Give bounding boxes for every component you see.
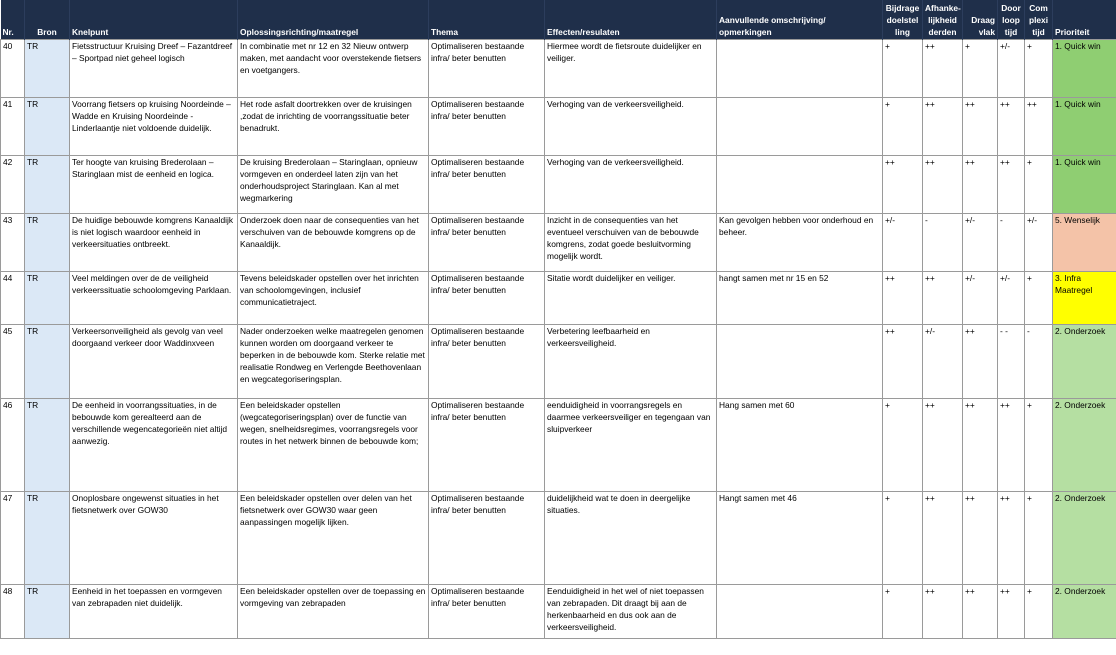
header-prioriteit: Prioriteit <box>1053 0 1116 40</box>
cell-bijdrage: + <box>883 40 923 98</box>
header-afhankelijkheid: Afhanke-lijkheid derden <box>923 0 963 40</box>
cell-effecten: Hiermee wordt de fietsroute duidelijker en veiliger. <box>545 40 717 98</box>
cell-complexiteit: + <box>1025 272 1053 325</box>
cell-doorlooptijd: ++ <box>998 399 1025 492</box>
cell-thema: Optimaliseren bestaande infra/ beter benutten <box>429 214 545 272</box>
cell-afhankelijkheid: ++ <box>923 492 963 585</box>
cell-afhankelijkheid: ++ <box>923 156 963 214</box>
cell-prioriteit: 2. Onderzoek <box>1053 399 1116 492</box>
cell-afhankelijkheid: ++ <box>923 399 963 492</box>
cell-bron: TR <box>25 325 70 399</box>
header-knelpunt: Knelpunt <box>70 0 238 40</box>
cell-nr: 45 <box>1 325 25 399</box>
cell-bron: TR <box>25 492 70 585</box>
cell-bijdrage: ++ <box>883 156 923 214</box>
cell-prioriteit: 1. Quick win <box>1053 98 1116 156</box>
cell-bijdrage: ++ <box>883 325 923 399</box>
cell-doorlooptijd: +/- <box>998 40 1025 98</box>
header-complexiteit: Com plexi tijd <box>1025 0 1053 40</box>
cell-complexiteit: + <box>1025 40 1053 98</box>
header-thema: Thema <box>429 0 545 40</box>
cell-effecten: Inzicht in de consequenties van het eventueel verschuiven van de bebouwde komgrens, zodat goede besluitvorming mogelijk wordt. <box>545 214 717 272</box>
cell-bijdrage: +/- <box>883 214 923 272</box>
cell-draagvlak: +/- <box>963 214 998 272</box>
cell-draagvlak: ++ <box>963 98 998 156</box>
cell-bron: TR <box>25 399 70 492</box>
header-nr: Nr. <box>1 0 25 40</box>
cell-complexiteit: + <box>1025 156 1053 214</box>
cell-oplossing: Een beleidskader opstellen over delen van het fietsnetwerk over GOW30 waar geen aanpassingen mogelijk lijken. <box>238 492 429 585</box>
cell-bijdrage: + <box>883 399 923 492</box>
cell-effecten: duidelijkheid wat te doen in deergelijke situaties. <box>545 492 717 585</box>
cell-complexiteit: ++ <box>1025 98 1053 156</box>
header-effecten: Effecten/resulaten <box>545 0 717 40</box>
header-doorlooptijd: Door loop tijd <box>998 0 1025 40</box>
cell-nr: 43 <box>1 214 25 272</box>
header-aanvullend: Aanvullende omschrijving/ opmerkingen <box>717 0 883 40</box>
cell-aanvullend: hangt samen met nr 15 en 52 <box>717 272 883 325</box>
cell-bron: TR <box>25 272 70 325</box>
table-row <box>1 399 1116 492</box>
cell-draagvlak: ++ <box>963 585 998 639</box>
cell-thema: Optimaliseren bestaande infra/ beter benutten <box>429 40 545 98</box>
cell-knelpunt: Veel meldingen over de de veiligheid verkeerssituatie schoolomgeving Parklaan. <box>70 272 238 325</box>
cell-effecten: Verhoging van de verkeersveiligheid. <box>545 98 717 156</box>
table-row <box>1 156 1116 214</box>
cell-doorlooptijd: +/- <box>998 272 1025 325</box>
cell-bijdrage: + <box>883 492 923 585</box>
cell-aanvullend <box>717 325 883 399</box>
cell-aanvullend: Hang samen met 60 <box>717 399 883 492</box>
header-row <box>1 0 1116 40</box>
cell-draagvlak: +/- <box>963 272 998 325</box>
table-row <box>1 98 1116 156</box>
cell-aanvullend <box>717 156 883 214</box>
cell-doorlooptijd: ++ <box>998 492 1025 585</box>
cell-complexiteit: + <box>1025 492 1053 585</box>
cell-knelpunt: Voorrang fietsers op kruising Noordeinde – Wadde en Kruising Noordeinde - Linderlaantje niet voldoende duidelijk. <box>70 98 238 156</box>
table-row <box>1 325 1116 399</box>
cell-oplossing: Tevens beleidskader opstellen over het inrichten van schoolomgevingen, inclusief communicatietraject. <box>238 272 429 325</box>
table-row <box>1 585 1116 639</box>
cell-draagvlak: ++ <box>963 325 998 399</box>
cell-complexiteit: +/- <box>1025 214 1053 272</box>
cell-bijdrage: + <box>883 585 923 639</box>
cell-afhankelijkheid: ++ <box>923 98 963 156</box>
cell-aanvullend <box>717 585 883 639</box>
table-row <box>1 40 1116 98</box>
cell-oplossing: Nader onderzoeken welke maatregelen genomen kunnen worden om doorgaand verkeer te beperken in de bebouwde kom. Sterke relatie met realisatie Rondweg en Verlengde Beethovenlaan en wegcategoriseringsplan. <box>238 325 429 399</box>
cell-oplossing: Een beleidskader opstellen (wegcategoriseringsplan) over de functie van wegen, snelheidsregimes, voorrangsregels voor routes in het netwerk binnen de bebouwde kom; <box>238 399 429 492</box>
cell-oplossing: Onderzoek doen naar de consequenties van het verschuiven van de bebouwde komgrens op de Kanaaldijk. <box>238 214 429 272</box>
cell-complexiteit: - <box>1025 325 1053 399</box>
cell-thema: Optimaliseren bestaande infra/ beter benutten <box>429 98 545 156</box>
cell-knelpunt: Fietsstructuur Kruising Dreef – Fazantdreef – Sportpad niet geheel logisch <box>70 40 238 98</box>
cell-thema: Optimaliseren bestaande infra/ beter benutten <box>429 399 545 492</box>
cell-bron: TR <box>25 585 70 639</box>
table-row <box>1 214 1116 272</box>
table-row <box>1 492 1116 585</box>
cell-effecten: Verbetering leefbaarheid en verkeersveiligheid. <box>545 325 717 399</box>
cell-nr: 47 <box>1 492 25 585</box>
cell-afhankelijkheid: ++ <box>923 585 963 639</box>
cell-aanvullend <box>717 40 883 98</box>
cell-thema: Optimaliseren bestaande infra/ beter benutten <box>429 492 545 585</box>
cell-doorlooptijd: - <box>998 214 1025 272</box>
cell-bron: TR <box>25 98 70 156</box>
cell-afhankelijkheid: ++ <box>923 272 963 325</box>
cell-afhankelijkheid: ++ <box>923 40 963 98</box>
cell-prioriteit: 3. Infra Maatregel <box>1053 272 1116 325</box>
cell-nr: 44 <box>1 272 25 325</box>
cell-bron: TR <box>25 214 70 272</box>
header-bron: Bron <box>25 0 70 40</box>
cell-knelpunt: De eenheid in voorrangssituaties, in de bebouwde kom gerealteerd aan de verschillende wegencategorieën niet altijd aanwezig. <box>70 399 238 492</box>
cell-prioriteit: 2. Onderzoek <box>1053 492 1116 585</box>
cell-knelpunt: Verkeersonveiligheid als gevolg van veel doorgaand verkeer door Waddinxveen <box>70 325 238 399</box>
cell-thema: Optimaliseren bestaande infra/ beter benutten <box>429 272 545 325</box>
cell-bijdrage: + <box>883 98 923 156</box>
cell-oplossing: Een beleidskader opstellen over de toepassing en vormgeving van zebrapaden <box>238 585 429 639</box>
cell-nr: 40 <box>1 40 25 98</box>
cell-afhankelijkheid: +/- <box>923 325 963 399</box>
cell-effecten: Eenduidigheid in het wel of niet toepassen van zebrapaden. Dit draagt bij aan de herkenbaarheid en dus ook aan de verkeersveiligheid. <box>545 585 717 639</box>
cell-effecten: Verhoging van de verkeersveiligheid. <box>545 156 717 214</box>
cell-draagvlak: + <box>963 40 998 98</box>
cell-nr: 48 <box>1 585 25 639</box>
cell-draagvlak: ++ <box>963 492 998 585</box>
cell-doorlooptijd: ++ <box>998 156 1025 214</box>
header-draagvlak: Draag vlak <box>963 0 998 40</box>
cell-bron: TR <box>25 40 70 98</box>
cell-effecten: Sitatie wordt duidelijker en veiliger. <box>545 272 717 325</box>
cell-effecten: eenduidigheid in voorrangsregels en daarmee verkeersveiliger en tegengaan van sluipverkeer <box>545 399 717 492</box>
cell-doorlooptijd: - - <box>998 325 1025 399</box>
cell-draagvlak: ++ <box>963 156 998 214</box>
header-bijdrage: Bijdrage doelstel ling <box>883 0 923 40</box>
cell-nr: 46 <box>1 399 25 492</box>
cell-aanvullend <box>717 98 883 156</box>
cell-prioriteit: 1. Quick win <box>1053 40 1116 98</box>
cell-oplossing: Het rode asfalt doortrekken over de kruisingen ,zodat de inrichting de voorrangssituatie beter benadrukt. <box>238 98 429 156</box>
cell-knelpunt: Ter hoogte van kruising Brederolaan – Staringlaan mist de eenheid en logica. <box>70 156 238 214</box>
cell-knelpunt: Onoplosbare ongewenst situaties in het fietsnetwerk over GOW30 <box>70 492 238 585</box>
cell-bijdrage: ++ <box>883 272 923 325</box>
cell-prioriteit: 2. Onderzoek <box>1053 325 1116 399</box>
cell-doorlooptijd: ++ <box>998 585 1025 639</box>
cell-doorlooptijd: ++ <box>998 98 1025 156</box>
cell-knelpunt: De huidige bebouwde komgrens Kanaaldijk is niet logisch waardoor eenheid in verkeersituaties ontbreekt. <box>70 214 238 272</box>
cell-bron: TR <box>25 156 70 214</box>
table-row <box>1 272 1116 325</box>
cell-oplossing: De kruising Brederolaan – Staringlaan, opnieuw vormgeven en onderdeel laten zijn van het onderhoudsproject Staringlaan. Kan al met wegmarkering <box>238 156 429 214</box>
cell-thema: Optimaliseren bestaande infra/ beter benutten <box>429 325 545 399</box>
cell-prioriteit: 5. Wenselijk <box>1053 214 1116 272</box>
cell-knelpunt: Eenheid in het toepassen en vormgeven van zebrapaden niet duidelijk. <box>70 585 238 639</box>
cell-draagvlak: ++ <box>963 399 998 492</box>
cell-thema: Optimaliseren bestaande infra/ beter benutten <box>429 156 545 214</box>
cell-thema: Optimaliseren bestaande infra/ beter benutten <box>429 585 545 639</box>
cell-nr: 41 <box>1 98 25 156</box>
header-oplossing: Oplossingsrichting/maatregel <box>238 0 429 40</box>
cell-aanvullend: Hangt samen met 46 <box>717 492 883 585</box>
cell-prioriteit: 1. Quick win <box>1053 156 1116 214</box>
cell-nr: 42 <box>1 156 25 214</box>
cell-prioriteit: 2. Onderzoek <box>1053 585 1116 639</box>
cell-complexiteit: + <box>1025 399 1053 492</box>
cell-afhankelijkheid: - <box>923 214 963 272</box>
cell-aanvullend: Kan gevolgen hebben voor onderhoud en beheer. <box>717 214 883 272</box>
cell-complexiteit: + <box>1025 585 1053 639</box>
cell-oplossing: In combinatie met nr 12 en 32 Nieuw ontwerp maken, met aandacht voor overstekende fietsers en voetgangers. <box>238 40 429 98</box>
